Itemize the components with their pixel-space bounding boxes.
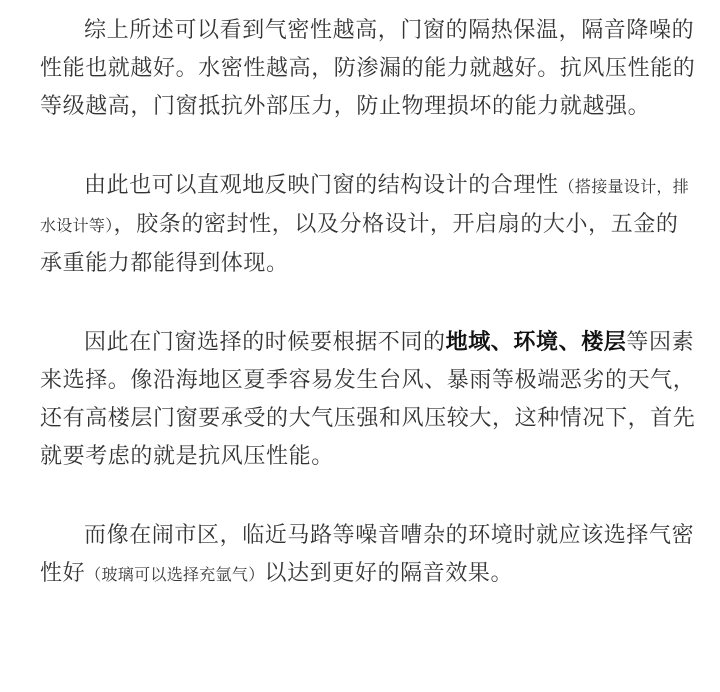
paragraph-summary [40,0,700,126]
paragraph-structure-main: 由此也可以直观地反映门窗的结构设计的合理性 [84,173,559,198]
paragraph-selection-lead: 因此在门窗选择的时候要根据不同的 [84,330,446,355]
paragraph-summary-text: 综上所述可以看到气密性越高，门窗的隔热保温，隔音降噪的性能也就越好。水密性越高，防渗漏的能力就越好。抗风压性能的等级越高，门窗抵抗外部压力，防止物理损坏的能力就越强。 [40,18,696,119]
article-body [40,0,700,594]
paragraph-structure-rest: ，胶条的密封性，以及分格设计，开启扇的大小，五金的承重能力都能得到体现。 [40,212,679,276]
paragraph-gap [40,476,700,517]
paragraph-selection-rest: 等因素来选择。像沿海地区夏季容易发生台风、暴雨等极端恶劣的天气，还有高楼层门窗要承受的大气压强和风压较大，这种情况下，首先就要考虑的就是抗风压性能。 [40,330,696,469]
paragraph-gap [40,283,700,324]
paragraph-structure-note: （搭接量设计，排水设计等） [40,177,690,235]
paragraph-gap [40,126,700,167]
paragraph-selection [40,324,700,476]
paragraph-downtown [40,517,700,594]
paragraph-structure [40,167,700,283]
paragraph-downtown-lead: 而像在闹市区，临近马路等噪音嘈杂的环境时就应该选择气密性好 [40,523,695,586]
paragraph-downtown-rest: 以达到更好的隔音效果。 [264,561,514,586]
paragraph-downtown-note: （玻璃可以选择充氩气） [85,565,265,584]
paragraph-selection-emphasis: 地域、环境、楼层 [445,330,627,355]
